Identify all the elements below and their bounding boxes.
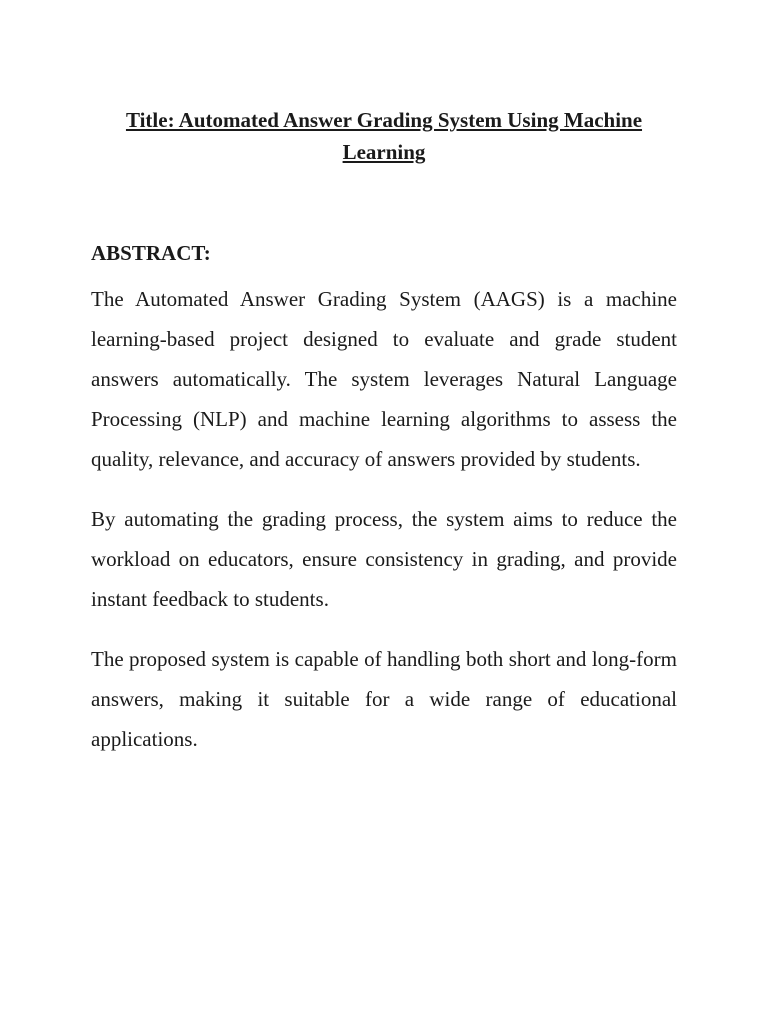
abstract-paragraph-2: By automating the grading process, the system aims to reduce the workload on educators, ensure consistency in grading, and provide instant feedback to students.: [91, 507, 677, 611]
document-page: [91, 104, 677, 759]
abstract-heading: ABSTRACT:: [91, 241, 211, 265]
document-title: Title: Automated Answer Grading System Using Machine Learning: [125, 108, 643, 164]
abstract-paragraph-3: The proposed system is capable of handling both short and long-form answers, making it suitable for a wide range of educational applications.: [91, 647, 677, 751]
abstract-paragraph-1: The Automated Answer Grading System (AAGS) is a machine learning-based project designed to evaluate and grade student answers automatically. The system leverages Natural Language Processing (NLP) and machine learning algorithms to assess the quality, relevance, and accuracy of answers provided by students.: [91, 287, 677, 471]
